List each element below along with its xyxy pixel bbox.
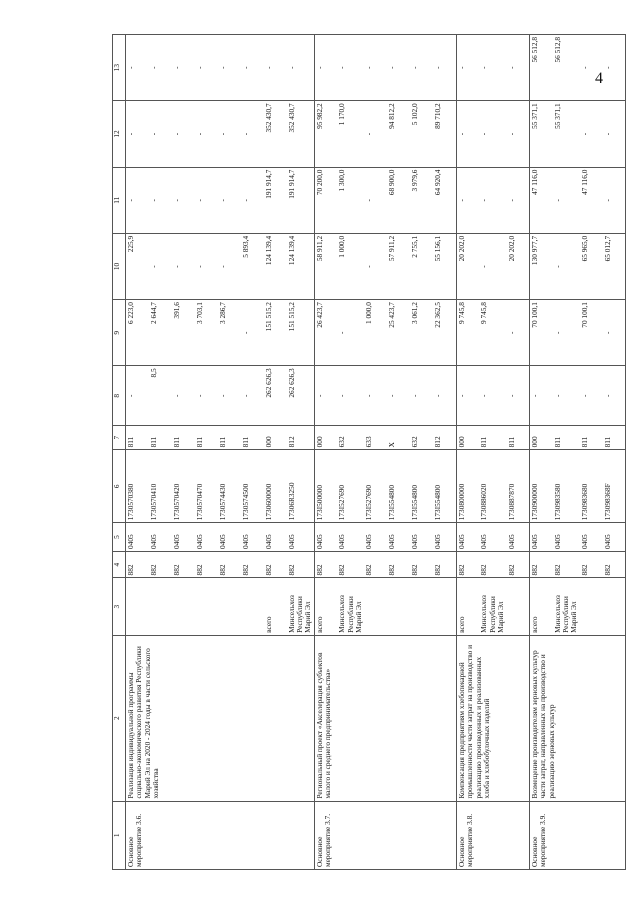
cell-c9: 9 745,8 bbox=[479, 300, 506, 366]
cell-c9: 3 286,7 bbox=[218, 300, 241, 366]
cell-c8: - bbox=[195, 366, 218, 426]
cell-c10: 124 139,4 bbox=[287, 233, 315, 299]
table-row bbox=[126, 35, 149, 870]
cell-c9: 3 061,2 bbox=[410, 300, 433, 366]
cell-c13: - bbox=[195, 35, 218, 101]
cell-c6: 1730574430 bbox=[218, 450, 241, 523]
cell-c8: - bbox=[364, 366, 387, 426]
cell-c8: - bbox=[126, 366, 149, 426]
cell-c8: 262 626,3 bbox=[287, 366, 315, 426]
cell-c8: - bbox=[337, 366, 364, 426]
cell-c8: 8,5 bbox=[149, 366, 172, 426]
cell-c13: - bbox=[287, 35, 315, 101]
cell-c4: 882 bbox=[456, 551, 479, 578]
cell-c9: 26 423,7 bbox=[314, 300, 337, 366]
cell-c13: - bbox=[507, 35, 530, 101]
cell-c13: - bbox=[314, 35, 337, 101]
col-number: 9 bbox=[113, 300, 126, 366]
cell-c4: 882 bbox=[433, 551, 456, 578]
cell-c10: - bbox=[195, 233, 218, 299]
cell-c4: 882 bbox=[364, 551, 387, 578]
cell-c4: 882 bbox=[387, 551, 410, 578]
cell-c7: 811 bbox=[195, 426, 218, 450]
cell-c4: 882 bbox=[172, 551, 195, 578]
cell-c7: 000 bbox=[456, 426, 479, 450]
cell-c10: 65 965,0 bbox=[580, 233, 603, 299]
cell-c12: - bbox=[603, 101, 626, 167]
cell-c8: - bbox=[410, 366, 433, 426]
cell-c10: - bbox=[218, 233, 241, 299]
cell-c6: 1730800000 bbox=[456, 450, 479, 523]
cell-c7: 632 bbox=[410, 426, 433, 450]
table-row bbox=[530, 35, 553, 870]
cell-c5: 0405 bbox=[287, 523, 315, 552]
cell-c10: 20 202,0 bbox=[456, 233, 479, 299]
cell-c7: 811 bbox=[218, 426, 241, 450]
cell-c11: - bbox=[456, 167, 479, 233]
cell-c6: 173I527690 bbox=[364, 450, 387, 523]
cell-c9: 70 100,1 bbox=[580, 300, 603, 366]
funding-source: всего bbox=[314, 578, 337, 635]
col-number: 4 bbox=[113, 551, 126, 578]
cell-c11: 191 914,7 bbox=[264, 167, 287, 233]
cell-c4: 882 bbox=[149, 551, 172, 578]
page-number: 4 bbox=[595, 70, 603, 87]
cell-c4: 882 bbox=[126, 551, 149, 578]
cell-c5: 0405 bbox=[149, 523, 172, 552]
cell-c12: - bbox=[241, 101, 264, 167]
cell-c9: - bbox=[507, 300, 530, 366]
cell-c8: - bbox=[241, 366, 264, 426]
cell-c9: 151 515,2 bbox=[287, 300, 315, 366]
cell-c5: 0405 bbox=[364, 523, 387, 552]
measure-label: Основное мероприятие 3.7. bbox=[314, 801, 456, 869]
cell-c11: - bbox=[126, 167, 149, 233]
funding-source: всего bbox=[264, 578, 287, 635]
cell-c12: 1 170,0 bbox=[337, 101, 364, 167]
cell-c10: 225,9 bbox=[126, 233, 149, 299]
cell-c7: 811 bbox=[479, 426, 506, 450]
cell-c8: - bbox=[433, 366, 456, 426]
cell-c7: 811 bbox=[172, 426, 195, 450]
cell-c6: 1730570470 bbox=[195, 450, 218, 523]
col-number: 6 bbox=[113, 450, 126, 523]
cell-c10: 130 977,7 bbox=[530, 233, 553, 299]
cell-c6: 173I554800 bbox=[433, 450, 456, 523]
cell-c10: 20 202,0 bbox=[507, 233, 530, 299]
cell-c5: 0405 bbox=[172, 523, 195, 552]
col-number: 10 bbox=[113, 233, 126, 299]
cell-c5: 0405 bbox=[507, 523, 530, 552]
cell-c9: - bbox=[337, 300, 364, 366]
cell-c13: - bbox=[126, 35, 149, 101]
cell-c11: - bbox=[218, 167, 241, 233]
cell-c6: 1730983580 bbox=[553, 450, 580, 523]
cell-c5: 0405 bbox=[603, 523, 626, 552]
cell-c6: 173I500000 bbox=[314, 450, 337, 523]
cell-c13: - bbox=[603, 35, 626, 101]
cell-c6: 1730600000 bbox=[264, 450, 287, 523]
budget-table-rotated bbox=[112, 34, 612, 870]
cell-c10: 58 911,2 bbox=[314, 233, 337, 299]
cell-c5: 0405 bbox=[456, 523, 479, 552]
cell-c11: 68 900,0 bbox=[387, 167, 410, 233]
cell-c13: 56 512,8 bbox=[553, 35, 580, 101]
cell-c9: 6 223,0 bbox=[126, 300, 149, 366]
cell-c7: 811 bbox=[553, 426, 580, 450]
cell-c5: 0405 bbox=[479, 523, 506, 552]
cell-c4: 882 bbox=[314, 551, 337, 578]
cell-c11: - bbox=[603, 167, 626, 233]
cell-c8: - bbox=[603, 366, 626, 426]
cell-c9: 391,6 bbox=[172, 300, 195, 366]
cell-c13: - bbox=[149, 35, 172, 101]
cell-c12: - bbox=[149, 101, 172, 167]
cell-c4: 882 bbox=[410, 551, 433, 578]
column-number-row bbox=[113, 35, 126, 870]
funding-source bbox=[364, 578, 387, 635]
funding-source bbox=[433, 578, 456, 635]
col-number: 1 bbox=[113, 801, 126, 869]
cell-c4: 882 bbox=[507, 551, 530, 578]
cell-c11: 3 979,6 bbox=[410, 167, 433, 233]
cell-c7: 000 bbox=[264, 426, 287, 450]
cell-c7: 000 bbox=[314, 426, 337, 450]
cell-c7: 811 bbox=[126, 426, 149, 450]
col-number: 11 bbox=[113, 167, 126, 233]
cell-c12: - bbox=[479, 101, 506, 167]
cell-c12: - bbox=[126, 101, 149, 167]
cell-c11: 47 116,0 bbox=[580, 167, 603, 233]
cell-c10: 1 000,0 bbox=[337, 233, 364, 299]
cell-c6: 1730570380 bbox=[126, 450, 149, 523]
funding-source bbox=[580, 578, 603, 635]
col-number: 7 bbox=[113, 426, 126, 450]
funding-source: Минсельхоз Республики Марий Эл bbox=[479, 578, 506, 635]
cell-c12: 352 430,7 bbox=[287, 101, 315, 167]
funding-source: всего bbox=[456, 578, 479, 635]
table-body bbox=[126, 35, 626, 870]
cell-c12: 89 710,2 bbox=[433, 101, 456, 167]
cell-c8: - bbox=[314, 366, 337, 426]
cell-c8: - bbox=[218, 366, 241, 426]
cell-c8: - bbox=[479, 366, 506, 426]
budget-table bbox=[112, 34, 626, 870]
cell-c11: - bbox=[172, 167, 195, 233]
cell-c12: 55 371,1 bbox=[553, 101, 580, 167]
cell-c8: - bbox=[172, 366, 195, 426]
cell-c12: - bbox=[218, 101, 241, 167]
cell-c4: 882 bbox=[479, 551, 506, 578]
cell-c5: 0405 bbox=[530, 523, 553, 552]
cell-c11: - bbox=[149, 167, 172, 233]
measure-title: Компенсация предприятиям хлебопекарной промышленности части затрат на производство и реализацию произведенных и реализованных хлеба и хлебобулочных изделий bbox=[456, 635, 529, 801]
cell-c5: 0405 bbox=[553, 523, 580, 552]
cell-c9: - bbox=[603, 300, 626, 366]
cell-c13: - bbox=[337, 35, 364, 101]
cell-c7: Х bbox=[387, 426, 410, 450]
cell-c4: 882 bbox=[337, 551, 364, 578]
cell-c12: 94 812,2 bbox=[387, 101, 410, 167]
cell-c5: 0405 bbox=[410, 523, 433, 552]
funding-source bbox=[195, 578, 218, 635]
funding-source bbox=[149, 578, 172, 635]
cell-c4: 882 bbox=[195, 551, 218, 578]
cell-c11: - bbox=[479, 167, 506, 233]
cell-c8: - bbox=[553, 366, 580, 426]
cell-c6: 173I527690 bbox=[337, 450, 364, 523]
cell-c6: 1730983680 bbox=[580, 450, 603, 523]
cell-c9: 2 644,7 bbox=[149, 300, 172, 366]
cell-c9: 3 703,1 bbox=[195, 300, 218, 366]
cell-c12: 5 102,0 bbox=[410, 101, 433, 167]
cell-c4: 882 bbox=[603, 551, 626, 578]
funding-source bbox=[218, 578, 241, 635]
cell-c7: 811 bbox=[149, 426, 172, 450]
cell-c5: 0405 bbox=[218, 523, 241, 552]
cell-c5: 0405 bbox=[264, 523, 287, 552]
funding-source: Минсельхоз Республики Марий Эл bbox=[287, 578, 315, 635]
cell-c11: - bbox=[195, 167, 218, 233]
cell-c13: - bbox=[433, 35, 456, 101]
cell-c12: - bbox=[580, 101, 603, 167]
cell-c12: 95 982,2 bbox=[314, 101, 337, 167]
cell-c10: 124 139,4 bbox=[264, 233, 287, 299]
cell-c7: 812 bbox=[433, 426, 456, 450]
cell-c10: 2 755,1 bbox=[410, 233, 433, 299]
cell-c13: - bbox=[410, 35, 433, 101]
cell-c13: - bbox=[387, 35, 410, 101]
cell-c4: 882 bbox=[241, 551, 264, 578]
cell-c8: - bbox=[507, 366, 530, 426]
cell-c4: 882 bbox=[264, 551, 287, 578]
col-number: 2 bbox=[113, 635, 126, 801]
cell-c5: 0405 bbox=[387, 523, 410, 552]
cell-c13: - bbox=[479, 35, 506, 101]
funding-source: Минсельхоз Республики Марий Эл bbox=[553, 578, 580, 635]
funding-source bbox=[126, 578, 149, 635]
cell-c9: 1 000,0 bbox=[364, 300, 387, 366]
cell-c6: 173098368F bbox=[603, 450, 626, 523]
cell-c5: 0405 bbox=[314, 523, 337, 552]
cell-c4: 882 bbox=[218, 551, 241, 578]
cell-c11: - bbox=[507, 167, 530, 233]
cell-c4: 882 bbox=[530, 551, 553, 578]
cell-c9: 151 515,2 bbox=[264, 300, 287, 366]
measure-label: Основное мероприятие 3.8. bbox=[456, 801, 529, 869]
cell-c13: 56 512,8 bbox=[530, 35, 553, 101]
cell-c7: 811 bbox=[241, 426, 264, 450]
table-row bbox=[314, 35, 337, 870]
cell-c12: 352 430,7 bbox=[264, 101, 287, 167]
cell-c11: 191 914,7 bbox=[287, 167, 315, 233]
cell-c6: 1730887870 bbox=[507, 450, 530, 523]
cell-c5: 0405 bbox=[126, 523, 149, 552]
measure-title: Возмещение производителям зерновых культур части затрат, направленных на производство и реализацию зерновых культур bbox=[530, 635, 626, 801]
cell-c11: 1 300,0 bbox=[337, 167, 364, 233]
col-number: 3 bbox=[113, 578, 126, 635]
cell-c13: - bbox=[456, 35, 479, 101]
funding-source bbox=[241, 578, 264, 635]
cell-c11: 64 920,4 bbox=[433, 167, 456, 233]
cell-c5: 0405 bbox=[241, 523, 264, 552]
cell-c10: 55 156,1 bbox=[433, 233, 456, 299]
cell-c9: 22 362,5 bbox=[433, 300, 456, 366]
cell-c7: 811 bbox=[507, 426, 530, 450]
col-number: 13 bbox=[113, 35, 126, 101]
col-number: 12 bbox=[113, 101, 126, 167]
cell-c9: - bbox=[241, 300, 264, 366]
table-row bbox=[456, 35, 479, 870]
funding-source bbox=[410, 578, 433, 635]
cell-c13: - bbox=[364, 35, 387, 101]
cell-c8: - bbox=[530, 366, 553, 426]
funding-source bbox=[507, 578, 530, 635]
cell-c11: 47 116,0 bbox=[530, 167, 553, 233]
cell-c7: 633 bbox=[364, 426, 387, 450]
cell-c9: - bbox=[553, 300, 580, 366]
cell-c12: - bbox=[195, 101, 218, 167]
measure-label: Основное мероприятие 3.6. bbox=[126, 801, 315, 869]
cell-c10: - bbox=[364, 233, 387, 299]
funding-source: всего bbox=[530, 578, 553, 635]
cell-c10: 57 911,2 bbox=[387, 233, 410, 299]
cell-c7: 812 bbox=[287, 426, 315, 450]
cell-c9: 9 745,8 bbox=[456, 300, 479, 366]
cell-c4: 882 bbox=[580, 551, 603, 578]
funding-source bbox=[172, 578, 195, 635]
cell-c13: - bbox=[241, 35, 264, 101]
cell-c10: - bbox=[149, 233, 172, 299]
cell-c12: - bbox=[364, 101, 387, 167]
cell-c6: 1730570420 bbox=[172, 450, 195, 523]
cell-c10: 5 893,4 bbox=[241, 233, 264, 299]
cell-c8: 262 626,3 bbox=[264, 366, 287, 426]
cell-c13: - bbox=[580, 35, 603, 101]
cell-c10: - bbox=[172, 233, 195, 299]
cell-c6: 17306R3250 bbox=[287, 450, 315, 523]
cell-c12: - bbox=[456, 101, 479, 167]
cell-c6: 1730570410 bbox=[149, 450, 172, 523]
cell-c4: 882 bbox=[287, 551, 315, 578]
cell-c5: 0405 bbox=[195, 523, 218, 552]
cell-c11: - bbox=[241, 167, 264, 233]
cell-c7: 000 bbox=[530, 426, 553, 450]
cell-c10: 65 012,7 bbox=[603, 233, 626, 299]
cell-c7: 811 bbox=[580, 426, 603, 450]
cell-c6: 1730900000 bbox=[530, 450, 553, 523]
funding-source: Минсельхоз Республики Марий Эл bbox=[337, 578, 364, 635]
cell-c13: - bbox=[264, 35, 287, 101]
cell-c6: 1730574500 bbox=[241, 450, 264, 523]
measure-title: Региональный проект «Акселерация субъектов малого и среднего предпринимательства» bbox=[314, 635, 456, 801]
cell-c7: 811 bbox=[603, 426, 626, 450]
col-number: 5 bbox=[113, 523, 126, 552]
cell-c12: 55 371,1 bbox=[530, 101, 553, 167]
cell-c13: - bbox=[218, 35, 241, 101]
cell-c12: - bbox=[172, 101, 195, 167]
cell-c9: 25 423,7 bbox=[387, 300, 410, 366]
cell-c5: 0405 bbox=[580, 523, 603, 552]
cell-c10: - bbox=[553, 233, 580, 299]
funding-source bbox=[387, 578, 410, 635]
col-number: 8 bbox=[113, 366, 126, 426]
cell-c9: 70 100,1 bbox=[530, 300, 553, 366]
cell-c10: - bbox=[479, 233, 506, 299]
cell-c8: - bbox=[580, 366, 603, 426]
cell-c6: 1730886020 bbox=[479, 450, 506, 523]
funding-source bbox=[603, 578, 626, 635]
cell-c6: 173I554800 bbox=[387, 450, 410, 523]
cell-c7: 632 bbox=[337, 426, 364, 450]
cell-c11: - bbox=[364, 167, 387, 233]
cell-c13: - bbox=[172, 35, 195, 101]
cell-c8: - bbox=[456, 366, 479, 426]
cell-c11: 70 200,0 bbox=[314, 167, 337, 233]
measure-label: Основное мероприятие 3.9. bbox=[530, 801, 626, 869]
cell-c8: - bbox=[387, 366, 410, 426]
cell-c4: 882 bbox=[553, 551, 580, 578]
cell-c6: 173I554800 bbox=[410, 450, 433, 523]
cell-c11: - bbox=[553, 167, 580, 233]
measure-title: Реализация индивидуальной программы социально-экономического развития Республики Марий Эл на 2020 - 2024 годы в части сельского хозяйства bbox=[126, 635, 315, 801]
cell-c5: 0405 bbox=[337, 523, 364, 552]
cell-c5: 0405 bbox=[433, 523, 456, 552]
cell-c12: - bbox=[507, 101, 530, 167]
